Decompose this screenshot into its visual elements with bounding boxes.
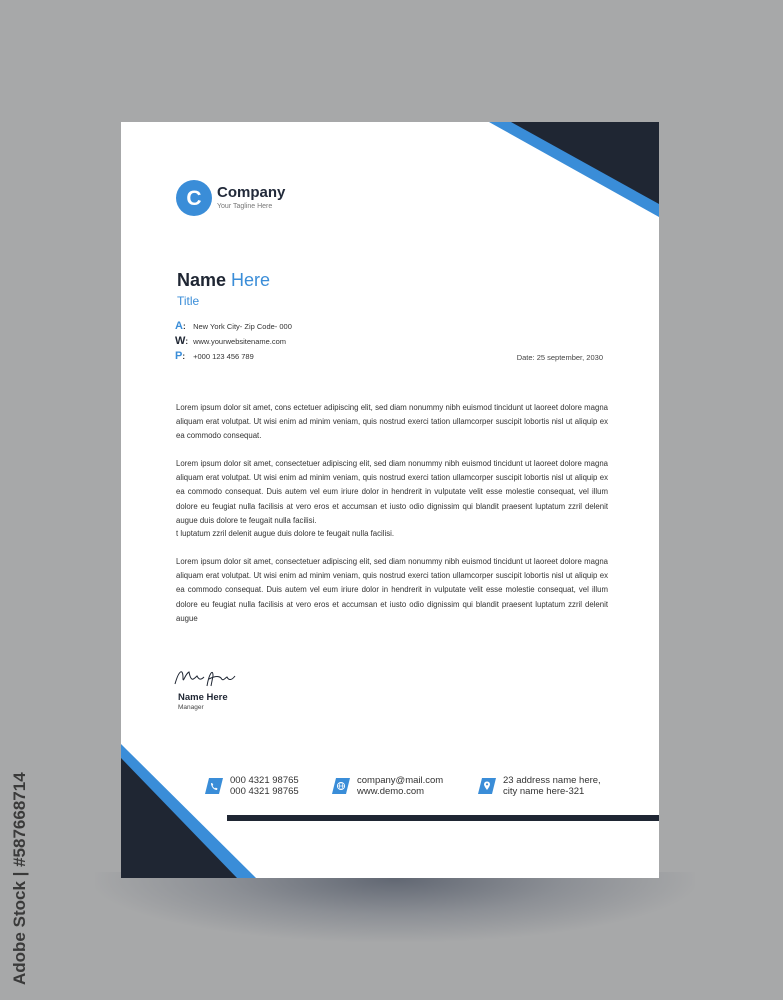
footer-phone-line2: 000 4321 98765 — [230, 786, 299, 797]
sender-name — [177, 270, 270, 291]
phone-icon — [205, 778, 223, 794]
logo-letter: C — [186, 187, 202, 210]
footer-web — [332, 775, 443, 797]
footer-website: www.demo.com — [357, 786, 425, 797]
stock-watermark-text: Adobe Stock | #587668714 — [10, 772, 29, 985]
bottom-left-corner-decoration — [121, 744, 256, 878]
footer-address-line1: 23 address name here, — [503, 775, 601, 786]
contact-key-phone: P: — [175, 350, 186, 362]
signatory-role: Manager — [178, 704, 204, 711]
contact-key-website: W: — [175, 335, 189, 347]
signatory-name: Name Here — [178, 692, 228, 703]
company-tagline: Your Tagline Here — [217, 203, 273, 210]
page-shadow — [95, 872, 695, 942]
top-right-corner-decoration — [489, 122, 659, 217]
footer-phone-line1: 000 4321 98765 — [230, 775, 299, 786]
globe-icon — [332, 778, 350, 794]
contact-website — [175, 335, 286, 347]
company-logo-icon — [176, 180, 212, 216]
company-name: Company — [217, 184, 286, 201]
contact-value-phone: +000 123 456 789 — [193, 352, 254, 361]
handwritten-signature — [171, 664, 241, 692]
footer-address — [478, 775, 601, 797]
body-paragraph-3: t luptatum zzril delenit augue duis dolore te feugait nulla facilisi. — [176, 529, 395, 538]
contact-phone — [175, 350, 254, 362]
sender-name-second: Here — [231, 270, 271, 290]
contact-address — [175, 320, 292, 332]
sender-title: Title — [177, 294, 200, 308]
sender-name-first: Name — [177, 270, 227, 290]
location-pin-icon — [478, 778, 496, 794]
footer-bar — [227, 815, 659, 821]
letterhead-page — [121, 122, 659, 878]
footer-phone — [205, 775, 299, 797]
body-paragraph-4: Lorem ipsum dolor sit amet, consectetuer adipiscing elit, sed diam nonummy nibh euismod tincidunt ut laoreet dolore magna aliquam erat volutpat. Ut wisi enim ad minim veniam, quis nostrud exerci tation ullamcorper suscipit lobortis nisl ut aliquip ex ea commodo consequat. Duis autem vel eum iriure dolor in hendrerit in vulputate velit esse molestie consequat, vel illum dolore eu feugiat nulla facilisis at vero eros et accumsan et iusto odio dignissim qui blandit praesent luptatum zzril delenit augue — [176, 557, 608, 623]
stock-watermark-side — [6, 765, 36, 985]
footer-address-line2: city name here-321 — [503, 786, 585, 797]
letter-date: Date: 25 september, 2030 — [516, 353, 603, 362]
body-paragraph-2: Lorem ipsum dolor sit amet, consectetuer adipiscing elit, sed diam nonummy nibh euismod tincidunt ut laoreet dolore magna aliquam erat volutpat. Ut wisi enim ad minim veniam, quis nostrud exerci tation ullamcorper suscipit lobortis nisl ut aliquip ex ea commodo consequat. Duis autem vel eum iriure dolor in hendrerit in vulputate velit esse molestie consequat, vel illum dolore eu feugiat nulla facilisis at vero eros et accumsan et iusto odio dignissim qui blandit praesent luptatum zzril delenit augue duis dolore te feugait nulla facilisi. — [176, 459, 608, 525]
footer-email: company@mail.com — [357, 775, 444, 786]
contact-value-website: www.yourwebsitename.com — [193, 337, 287, 346]
contact-key-address: A: — [175, 320, 186, 332]
body-paragraph-1: Lorem ipsum dolor sit amet, cons ectetuer adipiscing elit, sed diam nonummy nibh euismod tincidunt ut laoreet dolore magna aliquam erat volutpat. Ut wisi enim ad minim veniam, quis nostrud exerci tation ullamcorper suscipit lobortis nisl ut aliquip ex ea commodo consequat. — [176, 403, 608, 441]
contact-value-address: New York City- Zip Code- 000 — [193, 322, 292, 331]
